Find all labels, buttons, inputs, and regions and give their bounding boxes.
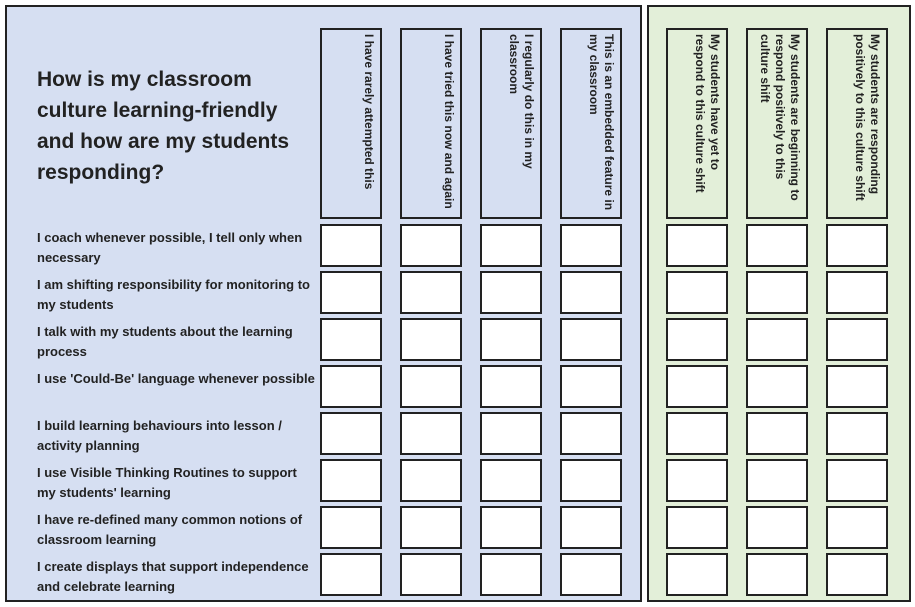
column-header-label: I have tried this now and again xyxy=(442,34,456,209)
practice-checkbox-cell[interactable] xyxy=(560,506,622,549)
response-column-header-2 xyxy=(746,28,808,219)
statement-label: I create displays that support independence and celebrate learning xyxy=(37,559,309,594)
practice-checkbox-cell[interactable] xyxy=(480,459,542,502)
practice-checkbox-cell[interactable] xyxy=(320,459,382,502)
response-checkbox-cell[interactable] xyxy=(666,365,728,408)
response-checkbox-cell[interactable] xyxy=(666,459,728,502)
response-checkbox-cell[interactable] xyxy=(826,224,888,267)
practice-checkbox-cell[interactable] xyxy=(480,318,542,361)
response-checkbox-cell[interactable] xyxy=(746,318,808,361)
practice-checkbox-cell[interactable] xyxy=(400,506,462,549)
response-checkbox-cell[interactable] xyxy=(746,271,808,314)
response-checkbox-cell[interactable] xyxy=(666,412,728,455)
response-checkbox-cell[interactable] xyxy=(666,506,728,549)
response-checkbox-cell[interactable] xyxy=(666,271,728,314)
practice-checkbox-cell[interactable] xyxy=(480,553,542,596)
practice-column-header-4 xyxy=(560,28,622,219)
response-column-header-1 xyxy=(666,28,728,219)
practice-checkbox-cell[interactable] xyxy=(320,271,382,314)
practice-checkbox-cell[interactable] xyxy=(560,365,622,408)
response-checkbox-cell[interactable] xyxy=(826,506,888,549)
response-checkbox-cell[interactable] xyxy=(666,224,728,267)
practice-checkbox-cell[interactable] xyxy=(400,271,462,314)
page-title: How is my classroom culture learning-friendly and how are my students responding? xyxy=(37,68,290,184)
practice-checkbox-cell[interactable] xyxy=(320,318,382,361)
response-checkbox-cell[interactable] xyxy=(746,553,808,596)
statement-label: I have re-defined many common notions of classroom learning xyxy=(37,512,303,547)
practice-column-header-3 xyxy=(480,28,542,219)
statement-label: I am shifting responsibility for monitoring to my students xyxy=(37,277,310,312)
response-column-header-3 xyxy=(826,28,888,219)
column-header-label: My students have yet to respond to this culture shift xyxy=(693,34,722,193)
response-checkbox-cell[interactable] xyxy=(746,224,808,267)
statement-label: I use 'Could-Be' language whenever possible xyxy=(37,371,315,386)
practice-checkbox-cell[interactable] xyxy=(400,412,462,455)
practice-checkbox-cell[interactable] xyxy=(320,553,382,596)
column-header-label: This is an embedded feature in my classroom xyxy=(587,34,616,211)
practice-checkbox-cell[interactable] xyxy=(400,459,462,502)
response-checkbox-cell[interactable] xyxy=(746,365,808,408)
response-checkbox-cell[interactable] xyxy=(826,318,888,361)
practice-column-header-2 xyxy=(400,28,462,219)
response-checkbox-cell[interactable] xyxy=(826,365,888,408)
practice-checkbox-cell[interactable] xyxy=(400,365,462,408)
practice-checkbox-cell[interactable] xyxy=(480,224,542,267)
statement-label: I use Visible Thinking Routines to support my students' learning xyxy=(37,465,297,500)
column-header-label: I regularly do this in my classroom xyxy=(507,34,536,169)
response-checkbox-cell[interactable] xyxy=(666,318,728,361)
practice-checkbox-cell[interactable] xyxy=(400,318,462,361)
practice-checkbox-cell[interactable] xyxy=(320,365,382,408)
response-checkbox-cell[interactable] xyxy=(666,553,728,596)
practice-checkbox-cell[interactable] xyxy=(560,553,622,596)
response-checkbox-cell[interactable] xyxy=(746,459,808,502)
response-checkbox-cell[interactable] xyxy=(826,459,888,502)
practice-checkbox-cell[interactable] xyxy=(480,271,542,314)
practice-checkbox-cell[interactable] xyxy=(560,412,622,455)
practice-checkbox-cell[interactable] xyxy=(480,412,542,455)
practice-checkbox-cell[interactable] xyxy=(560,459,622,502)
response-checkbox-cell[interactable] xyxy=(746,412,808,455)
practice-checkbox-cell[interactable] xyxy=(320,224,382,267)
practice-checkbox-cell[interactable] xyxy=(400,224,462,267)
practice-checkbox-cell[interactable] xyxy=(560,271,622,314)
response-checkbox-cell[interactable] xyxy=(826,271,888,314)
column-header-label: I have rarely attempted this xyxy=(362,34,376,190)
response-checkbox-cell[interactable] xyxy=(826,553,888,596)
column-header-label: My students are beginning to respond positively to this culture shift xyxy=(758,34,802,201)
practice-checkbox-cell[interactable] xyxy=(560,318,622,361)
response-checkbox-cell[interactable] xyxy=(826,412,888,455)
statement-label: I coach whenever possible, I tell only when necessary xyxy=(37,230,303,265)
practice-checkbox-cell[interactable] xyxy=(480,365,542,408)
response-checkbox-cell[interactable] xyxy=(746,506,808,549)
column-header-label: My students are responding positively to this culture shift xyxy=(853,34,882,201)
statement-label: I build learning behaviours into lesson / activity planning xyxy=(37,418,282,453)
statement-label: I talk with my students about the learning process xyxy=(37,324,293,359)
practice-checkbox-cell[interactable] xyxy=(320,412,382,455)
practice-column-header-1 xyxy=(320,28,382,219)
practice-checkbox-cell[interactable] xyxy=(480,506,542,549)
practice-checkbox-cell[interactable] xyxy=(560,224,622,267)
practice-checkbox-cell[interactable] xyxy=(400,553,462,596)
practice-checkbox-cell[interactable] xyxy=(320,506,382,549)
